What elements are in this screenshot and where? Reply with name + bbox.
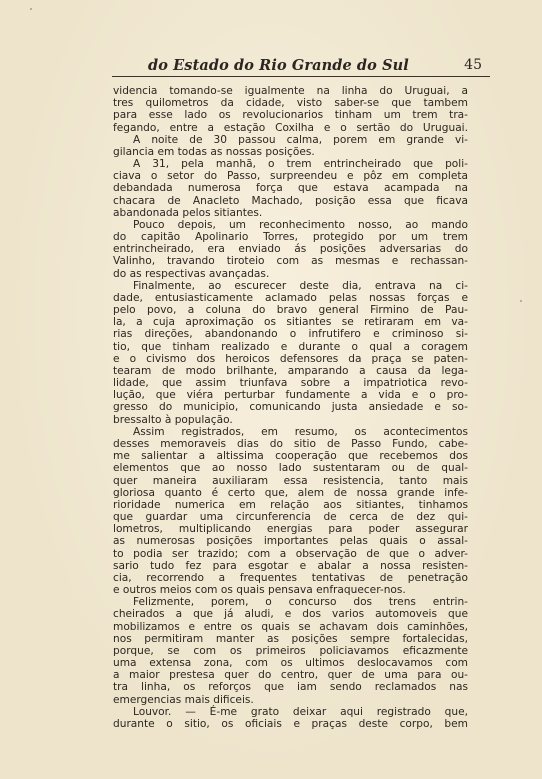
text-line: gresso do municipio, comunicando justa ansiedade e so- <box>113 401 468 414</box>
text-line: lução, que viéra perturbar fundamente a vida e o pro- <box>113 389 468 402</box>
text-line: que guardar uma circunferencia de cerca de dez qui- <box>113 511 468 524</box>
text-line: Louvor. — É-me grato deixar aqui registrado que, <box>133 705 468 718</box>
text-line: debandada numerosa força que estava acampada na <box>113 182 468 195</box>
text-line: la, a cuja aproximação os sitiantes se retiraram em va- <box>113 316 468 329</box>
page-number: 45 <box>464 57 482 73</box>
text-line: tra linha, os reforços que iam sendo reclamados nas <box>113 681 468 694</box>
text-line: ciava o setor do Passo, surpreendeu e pôz em completa <box>113 170 468 183</box>
text-line: abandonada pelos sitiantes. <box>113 206 263 219</box>
text-line: tearam de modo brilhante, amparando a causa da lega- <box>113 364 468 377</box>
paper-speck <box>520 300 522 302</box>
text-line: quer maneira auxiliaram essa resistencia, tanto mais <box>113 474 468 487</box>
text-line: lidade, que assim triunfava sobre a impatriotica revo- <box>113 377 468 390</box>
running-title: do Estado do Rio Grande do Sul <box>148 57 409 74</box>
text-line: desses memoraveis dias do sitio de Passo Fundo, cabe- <box>113 437 468 450</box>
header-rule <box>112 76 490 77</box>
text-line: para esse lado os revolucionarios tinham um trem tra- <box>113 109 468 122</box>
text-line: gloriosa quanto é certo que, alem de nossa grande infe- <box>113 486 468 499</box>
text-line: rias direções, abandonando o infrutifero e criminoso si- <box>113 328 468 341</box>
page-header <box>112 57 492 75</box>
text-line: tio, que tinham realizado e durante o qual a coragem <box>113 340 468 353</box>
text-line: cheirados a que já aludi, e dos varios automoveis que <box>113 608 468 621</box>
text-line: entrincheirado, era enviado ás posições adversarias do <box>113 243 468 256</box>
text-line: elementos que ao nosso lado sustentaram ou de qual- <box>113 462 468 475</box>
text-line: a maior prestesa quer do centro, quer de uma para ou- <box>113 669 468 682</box>
text-line: Felizmente, porem, o concurso dos trens entrin- <box>133 596 468 609</box>
text-line: to podia ser trazido; com a observação de que o adver- <box>113 547 468 560</box>
text-line: rioridade numerica em relação aos sitiantes, tinhamos <box>113 498 468 511</box>
text-line: as numerosas posições importantes pelas quais o assal- <box>113 535 468 548</box>
text-line: chacara de Anacleto Machado, posição essa que ficava <box>113 194 468 207</box>
text-line: A 31, pela manhã, o trem entrincheirado que poli- <box>133 158 468 171</box>
text-line: porque, se com os primeiros policiavamos eficazmente <box>113 644 468 657</box>
text-line: bressalto à população. <box>113 413 233 426</box>
text-line: Valinho, travando tiroteio com as mesmas e rechassan- <box>113 255 468 268</box>
text-line: Pouco depois, um reconhecimento nosso, ao mando <box>133 218 468 231</box>
text-line: Assim registrados, em resumo, os acontecimentos <box>133 425 468 438</box>
text-line: A noite de 30 passou calma, porem em grande vi- <box>133 133 468 146</box>
text-line: me salientar a altissima cooperação que recebemos dos <box>113 450 468 463</box>
text-line: pelo povo, a coluna do bravo general Firmino de Pau- <box>113 304 468 317</box>
text-line: nos permitiram manter as posições sempre fortalecidas, <box>113 632 468 645</box>
text-line: videncia tomando-se igualmente na linha do Uruguai, a <box>113 85 468 97</box>
text-line: mobilizamos e entre os quais se achavam dois caminhões, <box>113 620 468 633</box>
body-text <box>113 85 468 730</box>
text-line: dade, entusiasticamente aclamado pelas nossas forças e <box>113 291 468 304</box>
text-line: fegando, entre a estação Coxilha e o sertão do Uruguai. <box>113 121 468 134</box>
text-line: emergencias mais dificeis. <box>113 693 254 706</box>
paper-speck <box>131 651 133 653</box>
text-line: e outros meios com os quais pensava enfraquecer-nos. <box>113 584 406 597</box>
text-line: gilancia em todas as nossas posições. <box>113 145 315 158</box>
text-line: do capitão Apolinario Torres, protegido por um trem <box>113 231 468 244</box>
text-line: lometros, multiplicando energias para poder assegurar <box>113 523 468 536</box>
text-line: sario tudo fez para esgotar e abalar a nossa resisten- <box>113 559 468 572</box>
text-line: tres quilometros da cidade, visto saber-se que tambem <box>113 97 468 110</box>
text-line: durante o sitio, os oficiais e praças deste corpo, bem <box>113 717 468 730</box>
text-line: do as respectivas avançadas. <box>113 267 270 280</box>
text-line: Finalmente, ao escurecer deste dia, entrava na ci- <box>133 279 468 292</box>
text-line: uma extensa zona, com os ultimos deslocavamos com <box>113 657 468 670</box>
paper-speck <box>30 8 32 10</box>
text-line: e o civismo dos heroicos defensores da praça se paten- <box>113 352 468 365</box>
text-line: cia, recorrendo a frequentes tentativas de penetração <box>113 571 468 584</box>
